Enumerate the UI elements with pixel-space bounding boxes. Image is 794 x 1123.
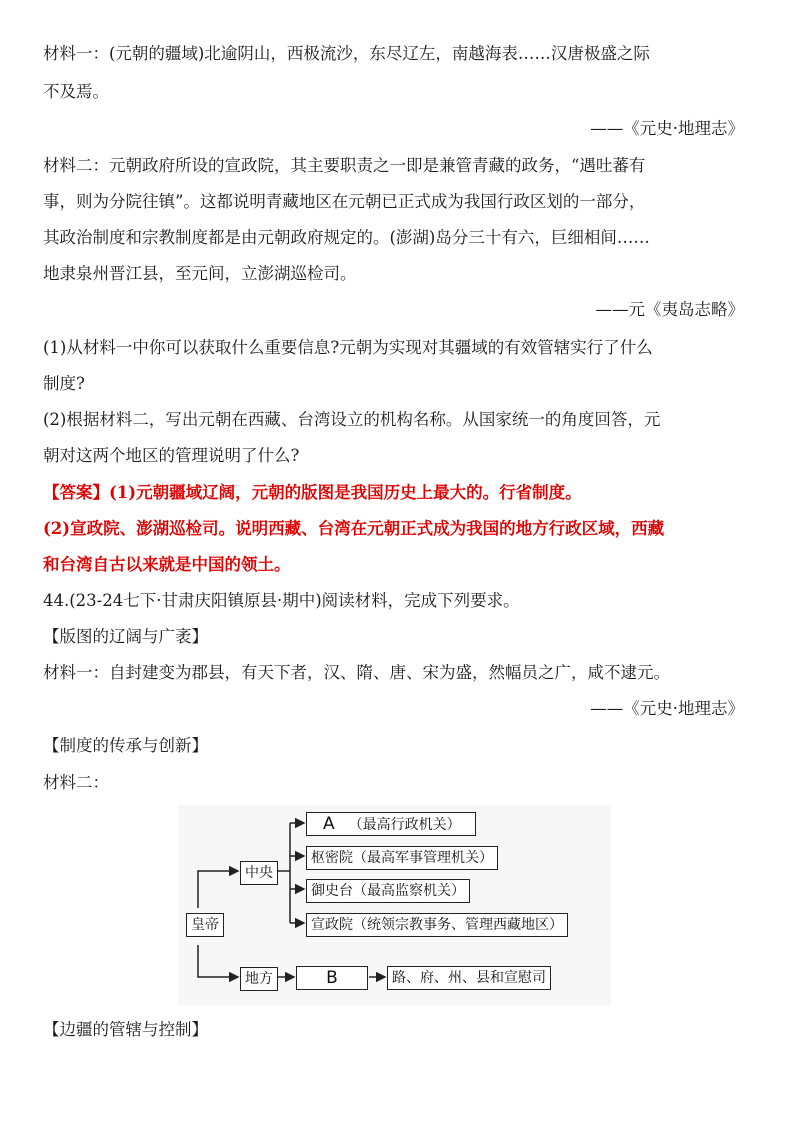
yushitai-box: 御史台（最高监察机关） xyxy=(306,879,470,903)
material2-text-line1: 材料二：元朝政府所设的宣政院，其主要职责之一即是兼管青藏的政务，“遇吐蕃有 xyxy=(43,156,646,175)
local-box: 地方 xyxy=(240,967,278,991)
material1-text-line2: 不及焉。 xyxy=(43,82,109,101)
xuanzhengyuan-box: 宣政院（统领宗教事务、管理西藏地区） xyxy=(306,913,568,937)
material2-text-line4: 地隶泉州晋江县，至元间，立澎湖巡检司。 xyxy=(43,264,357,283)
answer-line1: 【答案】(1)元朝疆域辽阔，元朝的版图是我国历史上最大的。行省制度。 xyxy=(43,483,582,502)
question1-line1: (1)从材料一中你可以获取什么重要信息?元朝为实现对其疆域的有效管辖实行了什么 xyxy=(43,338,653,357)
material2-text-line2: 事，则为分院往镇”。这都说明青藏地区在元朝已正式成为我国行政区划的一部分， xyxy=(43,192,646,211)
emperor-box: 皇帝 xyxy=(186,913,224,937)
question1-line2: 制度? xyxy=(43,374,85,393)
section-title-frontier: 【边疆的管辖与控制】 xyxy=(43,1020,208,1039)
local-units-box: 路、府、州、县和宣慰司 xyxy=(387,966,551,990)
question2-line2: 朝对这两个地区的管理说明了什么? xyxy=(43,446,300,465)
a-letter: A xyxy=(323,814,335,834)
b-box xyxy=(296,966,368,990)
section-title-system: 【制度的传承与创新】 xyxy=(43,736,208,755)
answer-line2: (2)宣政院、澎湖巡检司。说明西藏、台湾在元朝正式成为我国的地方行政区域，西藏 xyxy=(43,519,665,538)
material2-source: ——元《夷岛志略》 xyxy=(595,300,744,319)
material1-text-line1: 材料一：(元朝的疆域)北逾阴山，西极流沙，东尽辽左，南越海表……汉唐极盛之际 xyxy=(43,44,650,63)
shumiyuan-box: 枢密院（最高军事管理机关） xyxy=(306,846,498,870)
central-box: 中央 xyxy=(240,861,278,885)
section-title-territory: 【版图的辽阔与广袤】 xyxy=(43,627,208,646)
question44-material2-label: 材料二： xyxy=(43,773,109,792)
question44-header: 44.(23-24七下·甘肃庆阳镇原县·期中)阅读材料，完成下列要求。 xyxy=(43,591,520,610)
material1-source: ——《元史·地理志》 xyxy=(590,119,744,138)
question44-material1: 材料一：自封建变为郡县，有天下者，汉、隋、唐、宋为盛，然幅员之广，咸不逮元。 xyxy=(43,663,670,682)
a-note: （最高行政机关） xyxy=(348,817,461,833)
a-box xyxy=(306,812,476,836)
yuan-administrative-diagram xyxy=(178,805,611,1005)
material2-text-line3: 其政治制度和宗教制度都是由元朝政府规定的。(澎湖)岛分三十有六，巨细相间…… xyxy=(43,228,650,247)
b-letter: B xyxy=(326,968,338,988)
question44-material1-source: ——《元史·地理志》 xyxy=(590,699,744,718)
answer-line3: 和台湾自古以来就是中国的领土。 xyxy=(43,555,291,574)
question2-line1: (2)根据材料二，写出元朝在西藏、台湾设立的机构名称。从国家统一的角度回答，元 xyxy=(43,410,661,429)
